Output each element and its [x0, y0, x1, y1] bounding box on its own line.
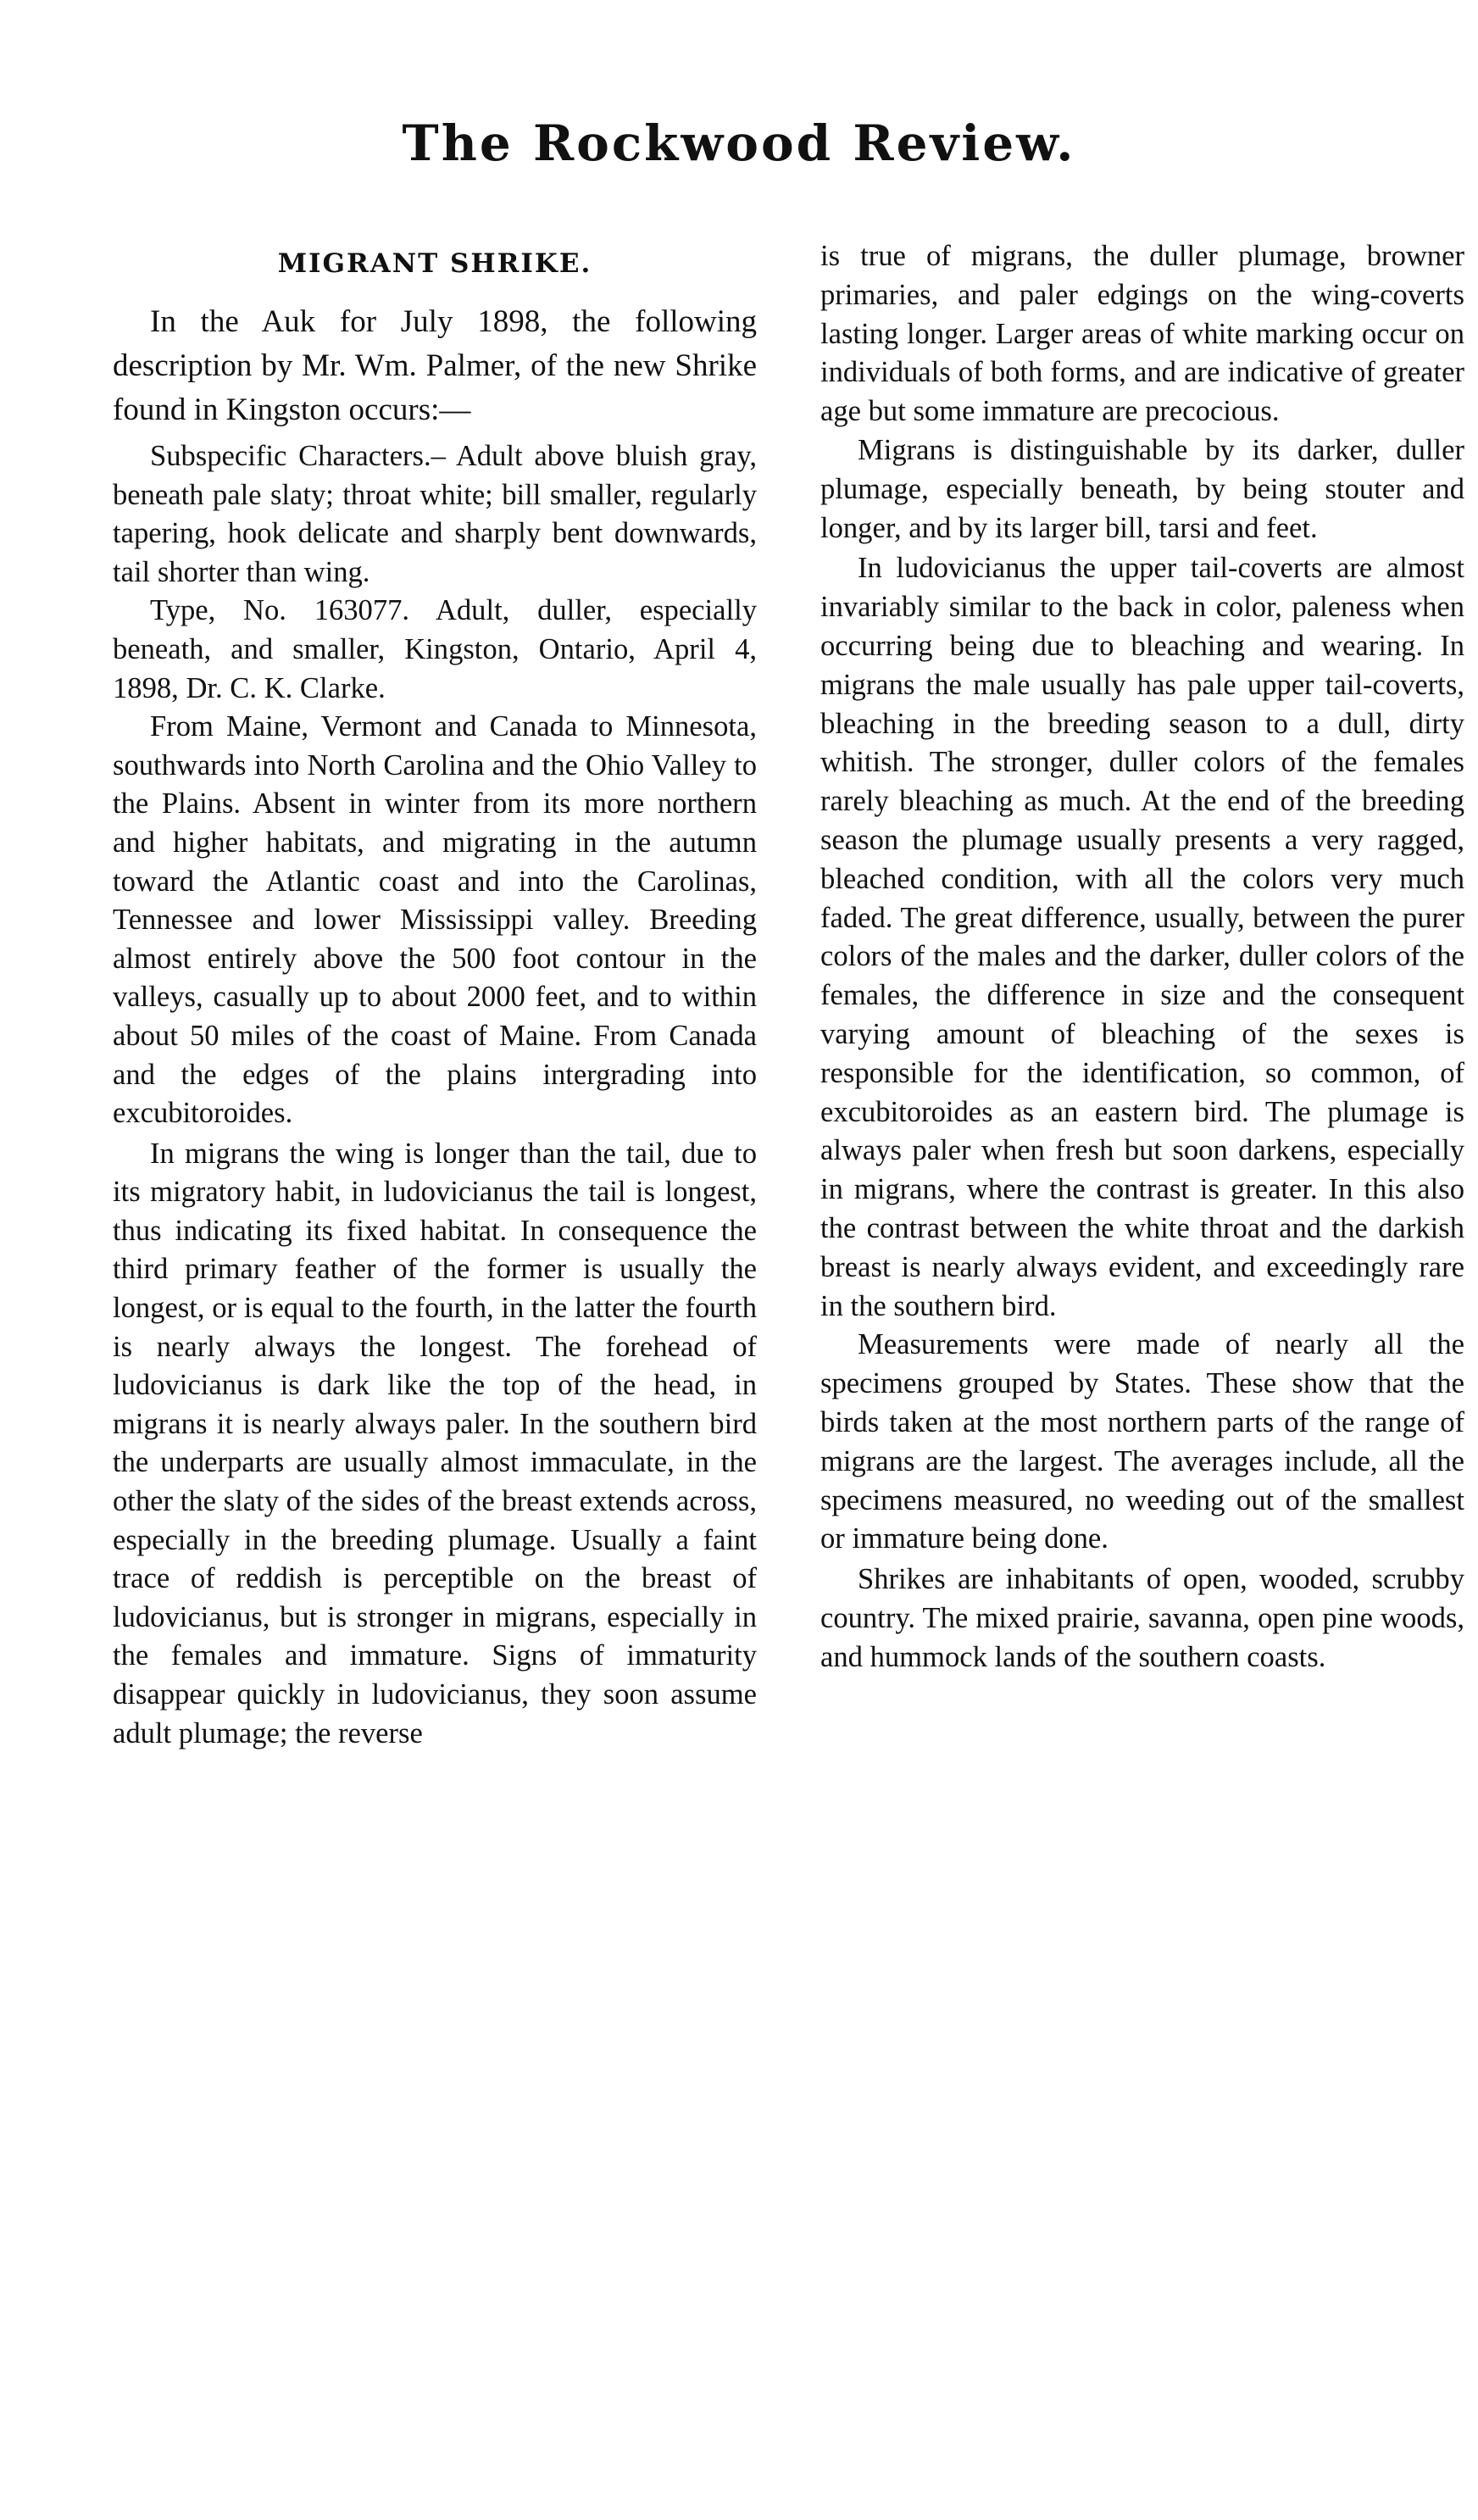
journal-masthead: The Rockwood Review.	[402, 114, 1076, 172]
article-paragraph: is true of migrans, the duller plumage, browner primaries, and paler edgings on the wing-coverts lasting longer. Larger areas of white marking occur on individuals of both forms, and are indicative of greater age but some immature are precocious.	[820, 240, 1464, 428]
article-paragraph: Subspecific Characters.– Adult above bluish gray, beneath pale slaty; throat white; bill smaller, regularly tapering, hook delicate and sharply bent downwards, tail shorter than wing.	[113, 440, 757, 588]
article-paragraph: Measurements were made of nearly all the specimens grouped by States. These show that the birds taken at the most northern parts of the range of migrans are the largest. The averages include, all the specimens measured, no weeding out of the smallest or immature being done.	[820, 1328, 1464, 1555]
article-paragraph: From Maine, Vermont and Canada to Minnesota, southwards into North Carolina and the Ohio Valley to the Plains. Absent in winter from its more northern and higher habitats, and migrating in the autumn toward the Atlantic coast and into the Carolinas, Tennessee and lower Mississippi valley. Breeding almost entirely above the 500 foot contour in the valleys, casually up to about 2000 feet, and to within about 50 miles of the coast of Maine. From Canada and the edges of the plains intergrading into excubitoroides.	[113, 710, 757, 1130]
article-paragraph: Type, No. 163077. Adult, duller, especially beneath, and smaller, Kingston, Ontario, April 4, 1898, Dr. C. K. Clarke.	[113, 594, 757, 704]
article-paragraph: In the Auk for July 1898, the following description by Mr. Wm. Palmer, of the new Shrike found in Kingston occurs:—	[113, 304, 757, 427]
right-column	[820, 237, 1464, 1677]
article-paragraph: Migrans is distinguishable by its darker, duller plumage, especially beneath, by being stouter and longer, and by its larger bill, tarsi and feet.	[820, 433, 1464, 544]
article-paragraph: Shrikes are inhabitants of open, wooded, scrubby country. The mixed prairie, savanna, open pine woods, and hummock lands of the southern coasts.	[820, 1563, 1464, 1673]
article-paragraph: In ludovicianus the upper tail-coverts are almost invariably similar to the back in color, paleness when occurring being due to bleaching and wearing. In migrans the male usually has pale upper tail-coverts, bleaching in the breeding season to a dull, dirty whitish. The stronger, duller colors of the females rarely bleaching as much. At the end of the breeding season the plumage usually presents a very ragged, bleached condition, with all the colors very much faded. The great difference, usually, between the purer colors of the males and the darker, duller colors of the females, the difference in size and the consequent varying amount of bleaching of the sexes is responsible for the identification, so common, of excubitoroides as an eastern bird. The plumage is always paler when fresh but soon darkens, especially in migrans, where the contrast is greater. In this also the contrast between the white throat and the darkish breast is nearly always evident, and exceedingly rare in the southern bird.	[820, 552, 1464, 1322]
article-title: MIGRANT SHRIKE.	[277, 248, 592, 279]
left-column	[113, 234, 757, 1753]
article-paragraph: In migrans the wing is longer than the tail, due to its migratory habit, in ludovicianus the tail is longest, thus indicating its fixed habitat. In consequence the third primary feather of the former is usually the longest, or is equal to the fourth, in the latter the fourth is nearly always the longest. The forehead of ludovicianus is dark like the top of the head, in migrans it is nearly always paler. In the southern bird the underparts are usually almost immaculate, in the other the slaty of the sides of the breast extends across, especially in the breeding plumage. Usually a faint trace of reddish is perceptible on the breast of ludovicianus, but is stronger in migrans, especially in the females and immature. Signs of immaturity disappear quickly in ludovicianus, they soon assume adult plumage; the reverse	[113, 1137, 757, 1750]
